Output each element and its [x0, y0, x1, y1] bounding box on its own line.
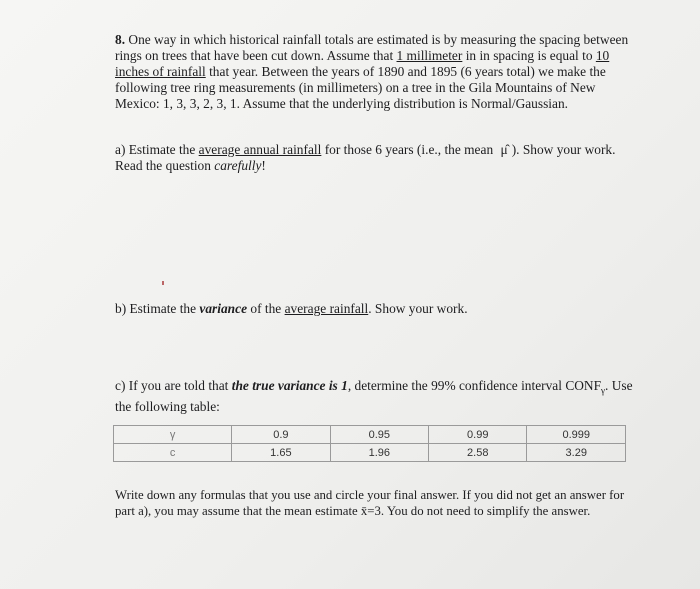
part-b-link: average rainfall: [284, 301, 369, 316]
part-c-lead: c) If you are told that: [115, 378, 232, 393]
part-a-end: !: [261, 158, 266, 173]
part-b-end: . Show your work.: [368, 301, 468, 316]
footer-text-2: . You do not need to simplify the answer.: [380, 504, 591, 518]
table-cell: 0.95: [330, 426, 428, 444]
x-bar-value: x̄=3: [360, 504, 381, 518]
part-a-mid: for those 6 years (i.e., the mean: [321, 142, 497, 157]
footer-text-1: Write down any formulas that you use and circle your final answer. If you did not get an answer for part a), you may assume that the mean estimate: [115, 488, 625, 518]
question-8: [115, 32, 635, 112]
table-cell: 0.9: [232, 426, 330, 444]
part-b-variance: variance: [199, 301, 248, 316]
table-cell: c: [114, 444, 232, 462]
part-a-after: ). Show your work. Read the question: [115, 142, 616, 173]
part-a-carefully: carefully: [214, 158, 262, 173]
table-cell: 0.999: [527, 426, 626, 444]
table-cell: 3.29: [527, 444, 626, 462]
table-cell: 2.58: [429, 444, 527, 462]
part-c-bold: the true variance is 1: [231, 378, 348, 393]
table-cell: 1.65: [232, 444, 330, 462]
part-c-sub: γ: [601, 385, 606, 396]
table-row: [114, 426, 626, 444]
link-10-inches: 10 inches of rainfall: [115, 48, 610, 79]
link-1-millimeter: 1 millimeter: [396, 48, 463, 63]
footer-instructions: [115, 487, 625, 519]
part-a-link: average annual rainfall: [198, 142, 322, 157]
part-b: [115, 301, 635, 317]
mu-hat-symbol: μ̂: [500, 142, 508, 157]
question-text-1: One way in which historical rainfall totals are estimated is by measuring the spacing between rings on trees that have been cut down. Assume that: [115, 32, 629, 63]
stray-mark: [162, 281, 164, 285]
part-a-lead: a) Estimate the: [115, 142, 199, 157]
question-text-2: in in spacing is equal to: [462, 48, 596, 63]
question-number: 8.: [115, 32, 126, 47]
part-c: [115, 378, 635, 415]
table-cell: 1.96: [330, 444, 428, 462]
table-row: [114, 444, 626, 462]
part-b-lead: b) Estimate the: [115, 301, 200, 316]
part-b-mid: of the: [247, 301, 285, 316]
confidence-table: [113, 425, 626, 462]
part-c-end: , determine the 99% confidence interval CONF: [347, 378, 602, 393]
table-cell: γ: [114, 426, 232, 444]
question-text-3: that year. Between the years of 1890 and 1895 (6 years total) we make the following tree ring measurements (in millimeters) on a tree in the Gila Mountains of New Mexico: 1, 3, 3, 2, 3, 1. Assume that the underlying distribution is Normal/Gaussian.: [115, 64, 606, 111]
part-c-end2: . Use the following table:: [115, 378, 633, 414]
part-a: [115, 142, 635, 174]
table-cell: 0.99: [429, 426, 527, 444]
